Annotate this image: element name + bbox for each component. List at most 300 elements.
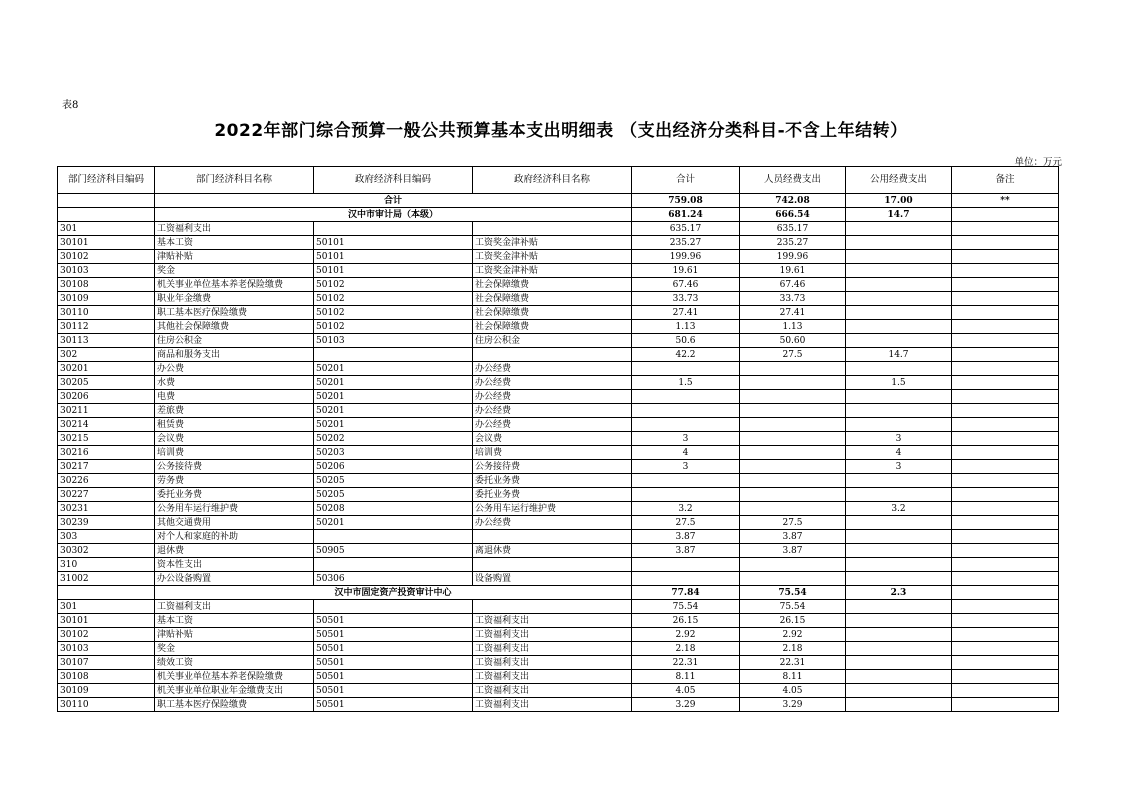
table-body — [58, 194, 1059, 712]
personnel-amount-cell: 4.05 — [740, 684, 846, 698]
dept-code-cell: 30103 — [58, 264, 155, 278]
gov-code-cell: 50102 — [314, 306, 473, 320]
personnel-amount-cell: 3.87 — [740, 530, 846, 544]
section-row — [58, 586, 1059, 600]
table-row — [58, 460, 1059, 474]
table-row — [58, 614, 1059, 628]
remark-cell — [952, 404, 1059, 418]
dept-name-cell: 绩效工资 — [155, 656, 314, 670]
total-amount-cell — [632, 474, 740, 488]
gov-name-cell: 委托业务费 — [473, 474, 632, 488]
remark-cell — [952, 460, 1059, 474]
total-amount-cell: 26.15 — [632, 614, 740, 628]
table-row — [58, 572, 1059, 586]
personnel-amount-cell — [740, 558, 846, 572]
dept-code-cell: 30217 — [58, 460, 155, 474]
gov-code-cell — [314, 530, 473, 544]
public-amount-cell — [846, 362, 952, 376]
table-row — [58, 432, 1059, 446]
public-amount-cell — [846, 572, 952, 586]
personnel-amount-cell — [740, 460, 846, 474]
table-row — [58, 516, 1059, 530]
empty-cell — [58, 208, 155, 222]
dept-code-cell: 30108 — [58, 670, 155, 684]
total-amount-cell: 2.92 — [632, 628, 740, 642]
gov-name-cell: 办公经费 — [473, 418, 632, 432]
public-amount-cell — [846, 530, 952, 544]
remark-cell — [952, 488, 1059, 502]
gov-name-cell — [473, 558, 632, 572]
remark-cell — [952, 474, 1059, 488]
table-row — [58, 264, 1059, 278]
dept-code-cell: 30214 — [58, 418, 155, 432]
gov-code-cell — [314, 558, 473, 572]
gov-code-cell: 50501 — [314, 698, 473, 712]
unit-label: 单位：万元 — [1014, 157, 1062, 168]
dept-name-cell: 公务接待费 — [155, 460, 314, 474]
table-row — [58, 236, 1059, 250]
gov-code-cell: 50501 — [314, 642, 473, 656]
public-amount-cell: 4 — [846, 446, 952, 460]
dept-code-cell: 30205 — [58, 376, 155, 390]
dept-name-cell: 基本工资 — [155, 236, 314, 250]
public-amount-cell: 3 — [846, 432, 952, 446]
table-row — [58, 474, 1059, 488]
total-amount-cell: 3.29 — [632, 698, 740, 712]
personnel-amount-cell — [740, 432, 846, 446]
public-amount-cell — [846, 264, 952, 278]
personnel-amount-cell: 2.92 — [740, 628, 846, 642]
total-amount-cell: 27.41 — [632, 306, 740, 320]
table-row — [58, 642, 1059, 656]
personnel-amount-cell: 27.5 — [740, 348, 846, 362]
dept-code-cell: 30102 — [58, 250, 155, 264]
gov-name-cell: 社会保障缴费 — [473, 278, 632, 292]
remark-cell — [952, 264, 1059, 278]
total-amount-cell: 27.5 — [632, 516, 740, 530]
remark-cell — [952, 642, 1059, 656]
gov-name-cell: 工资福利支出 — [473, 614, 632, 628]
remark-cell — [952, 614, 1059, 628]
dept-code-cell: 310 — [58, 558, 155, 572]
remark-cell — [952, 670, 1059, 684]
table-row — [58, 418, 1059, 432]
remark-cell — [952, 502, 1059, 516]
total-amount-cell — [632, 418, 740, 432]
personnel-amount-cell: 27.5 — [740, 516, 846, 530]
dept-code-cell: 30206 — [58, 390, 155, 404]
dept-name-cell: 奖金 — [155, 642, 314, 656]
gov-code-cell: 50202 — [314, 432, 473, 446]
personnel-amount-cell — [740, 474, 846, 488]
dept-name-cell: 差旅费 — [155, 404, 314, 418]
dept-name-cell: 职业年金缴费 — [155, 292, 314, 306]
total-amount-cell — [632, 390, 740, 404]
remark-cell — [952, 320, 1059, 334]
gov-name-cell: 公务接待费 — [473, 460, 632, 474]
gov-code-cell: 50206 — [314, 460, 473, 474]
remark-cell — [952, 656, 1059, 670]
personnel-amount-cell — [740, 446, 846, 460]
remark-cell — [952, 586, 1059, 600]
public-amount-cell — [846, 306, 952, 320]
public-amount-cell — [846, 250, 952, 264]
empty-cell — [58, 586, 155, 600]
dept-code-cell: 30101 — [58, 614, 155, 628]
document-title: 2022年部门综合预算一般公共预算基本支出明细表 （支出经济分类科目-不含上年结转） — [214, 121, 908, 141]
gov-name-cell: 委托业务费 — [473, 488, 632, 502]
gov-name-cell: 工资福利支出 — [473, 656, 632, 670]
remark-cell — [952, 348, 1059, 362]
public-amount-cell — [846, 390, 952, 404]
dept-code-cell: 30216 — [58, 446, 155, 460]
table-row — [58, 684, 1059, 698]
public-amount-cell: 17.00 — [846, 194, 952, 208]
table-row — [58, 390, 1059, 404]
dept-name-cell: 职工基本医疗保险缴费 — [155, 306, 314, 320]
dept-name-cell: 津贴补贴 — [155, 628, 314, 642]
gov-name-cell: 公务用车运行维护费 — [473, 502, 632, 516]
gov-name-cell — [473, 222, 632, 236]
gov-name-cell — [473, 600, 632, 614]
personnel-amount-cell: 75.54 — [740, 586, 846, 600]
total-amount-cell: 42.2 — [632, 348, 740, 362]
total-amount-cell — [632, 488, 740, 502]
remark-cell — [952, 278, 1059, 292]
gov-name-cell: 住房公积金 — [473, 334, 632, 348]
personnel-amount-cell: 8.11 — [740, 670, 846, 684]
remark-cell — [952, 572, 1059, 586]
total-amount-cell: 67.46 — [632, 278, 740, 292]
dept-name-cell: 会议费 — [155, 432, 314, 446]
gov-name-cell — [473, 530, 632, 544]
table-number-tag: 表8 — [62, 100, 79, 111]
dept-code-cell: 30231 — [58, 502, 155, 516]
dept-code-cell: 30211 — [58, 404, 155, 418]
public-amount-cell — [846, 698, 952, 712]
public-amount-cell — [846, 236, 952, 250]
dept-code-cell: 30112 — [58, 320, 155, 334]
dept-code-cell: 30227 — [58, 488, 155, 502]
gov-code-cell: 50201 — [314, 362, 473, 376]
gov-code-cell — [314, 222, 473, 236]
dept-code-cell: 30201 — [58, 362, 155, 376]
dept-name-cell: 电费 — [155, 390, 314, 404]
dept-name-cell: 劳务费 — [155, 474, 314, 488]
gov-code-cell: 50205 — [314, 488, 473, 502]
remark-cell: ** — [952, 194, 1059, 208]
header-cell: 部门经济科目编码 — [58, 167, 155, 194]
personnel-amount-cell: 26.15 — [740, 614, 846, 628]
remark-cell — [952, 628, 1059, 642]
gov-code-cell: 50201 — [314, 390, 473, 404]
table-row — [58, 320, 1059, 334]
dept-code-cell: 30302 — [58, 544, 155, 558]
dept-name-cell: 对个人和家庭的补助 — [155, 530, 314, 544]
dept-name-cell: 机关事业单位基本养老保险缴费 — [155, 670, 314, 684]
total-amount-cell: 3.87 — [632, 530, 740, 544]
public-amount-cell: 3 — [846, 460, 952, 474]
public-amount-cell — [846, 544, 952, 558]
table-row — [58, 306, 1059, 320]
remark-cell — [952, 250, 1059, 264]
dept-code-cell: 30215 — [58, 432, 155, 446]
public-amount-cell — [846, 404, 952, 418]
public-amount-cell: 3.2 — [846, 502, 952, 516]
table-row — [58, 446, 1059, 460]
gov-code-cell — [314, 600, 473, 614]
personnel-amount-cell — [740, 362, 846, 376]
total-amount-cell — [632, 362, 740, 376]
remark-cell — [952, 544, 1059, 558]
personnel-amount-cell: 666.54 — [740, 208, 846, 222]
header-cell: 部门经济科目名称 — [155, 167, 314, 194]
personnel-amount-cell: 19.61 — [740, 264, 846, 278]
dept-name-cell: 津贴补贴 — [155, 250, 314, 264]
dept-name-cell: 办公设备购置 — [155, 572, 314, 586]
dept-name-cell: 基本工资 — [155, 614, 314, 628]
dept-code-cell: 30109 — [58, 684, 155, 698]
dept-name-cell: 商品和服务支出 — [155, 348, 314, 362]
gov-name-cell: 离退休费 — [473, 544, 632, 558]
total-amount-cell: 3 — [632, 460, 740, 474]
dept-code-cell: 30109 — [58, 292, 155, 306]
remark-cell — [952, 334, 1059, 348]
gov-code-cell: 50102 — [314, 320, 473, 334]
public-amount-cell: 14.7 — [846, 208, 952, 222]
total-amount-cell: 4.05 — [632, 684, 740, 698]
dept-name-cell: 水费 — [155, 376, 314, 390]
section-label: 汉中市审计局（本级） — [155, 208, 632, 222]
total-amount-cell — [632, 558, 740, 572]
gov-name-cell: 社会保障缴费 — [473, 320, 632, 334]
gov-code-cell: 50201 — [314, 516, 473, 530]
public-amount-cell — [846, 614, 952, 628]
gov-name-cell: 会议费 — [473, 432, 632, 446]
table-row — [58, 656, 1059, 670]
dept-code-cell: 30101 — [58, 236, 155, 250]
public-amount-cell — [846, 474, 952, 488]
personnel-amount-cell: 27.41 — [740, 306, 846, 320]
dept-name-cell: 工资福利支出 — [155, 222, 314, 236]
total-label: 合计 — [155, 194, 632, 208]
gov-name-cell: 办公经费 — [473, 362, 632, 376]
dept-name-cell: 委托业务费 — [155, 488, 314, 502]
total-amount-cell — [632, 404, 740, 418]
gov-code-cell: 50501 — [314, 614, 473, 628]
personnel-amount-cell: 22.31 — [740, 656, 846, 670]
total-amount-cell: 3 — [632, 432, 740, 446]
remark-cell — [952, 516, 1059, 530]
total-amount-cell: 2.18 — [632, 642, 740, 656]
table-row — [58, 502, 1059, 516]
personnel-amount-cell — [740, 502, 846, 516]
gov-code-cell: 50501 — [314, 684, 473, 698]
gov-code-cell: 50103 — [314, 334, 473, 348]
personnel-amount-cell: 1.13 — [740, 320, 846, 334]
dept-name-cell: 住房公积金 — [155, 334, 314, 348]
header-cell: 合计 — [632, 167, 740, 194]
total-row — [58, 194, 1059, 208]
dept-name-cell: 租赁费 — [155, 418, 314, 432]
dept-code-cell: 30102 — [58, 628, 155, 642]
total-amount-cell: 22.31 — [632, 656, 740, 670]
remark-cell — [952, 236, 1059, 250]
public-amount-cell — [846, 278, 952, 292]
gov-code-cell: 50205 — [314, 474, 473, 488]
total-amount-cell: 759.08 — [632, 194, 740, 208]
public-amount-cell: 14.7 — [846, 348, 952, 362]
dept-name-cell: 其他社会保障缴费 — [155, 320, 314, 334]
gov-name-cell: 工资奖金津补贴 — [473, 236, 632, 250]
remark-cell — [952, 432, 1059, 446]
personnel-amount-cell — [740, 488, 846, 502]
personnel-amount-cell: 742.08 — [740, 194, 846, 208]
total-amount-cell: 77.84 — [632, 586, 740, 600]
gov-code-cell: 50101 — [314, 236, 473, 250]
remark-cell — [952, 446, 1059, 460]
table-row — [58, 292, 1059, 306]
dept-name-cell: 机关事业单位职业年金缴费支出 — [155, 684, 314, 698]
dept-code-cell: 30110 — [58, 698, 155, 712]
dept-code-cell: 301 — [58, 222, 155, 236]
gov-code-cell: 50501 — [314, 656, 473, 670]
gov-name-cell: 办公经费 — [473, 376, 632, 390]
public-amount-cell — [846, 670, 952, 684]
personnel-amount-cell: 2.18 — [740, 642, 846, 656]
total-amount-cell: 3.2 — [632, 502, 740, 516]
dept-name-cell: 退休费 — [155, 544, 314, 558]
dept-code-cell: 303 — [58, 530, 155, 544]
gov-code-cell: 50102 — [314, 278, 473, 292]
dept-code-cell: 302 — [58, 348, 155, 362]
personnel-amount-cell — [740, 404, 846, 418]
gov-name-cell: 社会保障缴费 — [473, 292, 632, 306]
gov-name-cell: 工资福利支出 — [473, 670, 632, 684]
public-amount-cell — [846, 488, 952, 502]
public-amount-cell: 2.3 — [846, 586, 952, 600]
table-row — [58, 628, 1059, 642]
total-amount-cell — [632, 572, 740, 586]
total-amount-cell: 75.54 — [632, 600, 740, 614]
gov-code-cell: 50101 — [314, 250, 473, 264]
gov-code-cell: 50201 — [314, 404, 473, 418]
personnel-amount-cell: 75.54 — [740, 600, 846, 614]
remark-cell — [952, 306, 1059, 320]
gov-name-cell — [473, 348, 632, 362]
public-amount-cell — [846, 516, 952, 530]
personnel-amount-cell: 3.29 — [740, 698, 846, 712]
gov-code-cell — [314, 348, 473, 362]
section-label: 汉中市固定资产投资审计中心 — [155, 586, 632, 600]
gov-code-cell: 50208 — [314, 502, 473, 516]
gov-code-cell: 50102 — [314, 292, 473, 306]
personnel-amount-cell — [740, 390, 846, 404]
gov-name-cell: 办公经费 — [473, 516, 632, 530]
gov-code-cell: 50201 — [314, 376, 473, 390]
dept-name-cell: 资本性支出 — [155, 558, 314, 572]
remark-cell — [952, 222, 1059, 236]
table-row — [58, 404, 1059, 418]
remark-cell — [952, 600, 1059, 614]
personnel-amount-cell: 3.87 — [740, 544, 846, 558]
total-amount-cell: 33.73 — [632, 292, 740, 306]
gov-code-cell: 50905 — [314, 544, 473, 558]
table-row — [58, 488, 1059, 502]
remark-cell — [952, 362, 1059, 376]
remark-cell — [952, 530, 1059, 544]
public-amount-cell — [846, 600, 952, 614]
public-amount-cell: 1.5 — [846, 376, 952, 390]
remark-cell — [952, 684, 1059, 698]
gov-name-cell: 培训费 — [473, 446, 632, 460]
public-amount-cell — [846, 628, 952, 642]
public-amount-cell — [846, 292, 952, 306]
remark-cell — [952, 698, 1059, 712]
dept-code-cell: 31002 — [58, 572, 155, 586]
table-row — [58, 278, 1059, 292]
total-amount-cell: 235.27 — [632, 236, 740, 250]
public-amount-cell — [846, 642, 952, 656]
dept-name-cell: 机关事业单位基本养老保险缴费 — [155, 278, 314, 292]
total-amount-cell: 50.6 — [632, 334, 740, 348]
dept-name-cell: 办公费 — [155, 362, 314, 376]
gov-name-cell: 工资福利支出 — [473, 642, 632, 656]
table-row — [58, 530, 1059, 544]
gov-name-cell: 设备购置 — [473, 572, 632, 586]
budget-table — [57, 166, 1059, 712]
dept-name-cell: 其他交通费用 — [155, 516, 314, 530]
gov-name-cell: 社会保障缴费 — [473, 306, 632, 320]
gov-name-cell: 工资福利支出 — [473, 698, 632, 712]
gov-name-cell: 办公经费 — [473, 404, 632, 418]
dept-code-cell: 30113 — [58, 334, 155, 348]
table-row — [58, 348, 1059, 362]
remark-cell — [952, 418, 1059, 432]
dept-code-cell: 30103 — [58, 642, 155, 656]
dept-name-cell: 公务用车运行维护费 — [155, 502, 314, 516]
remark-cell — [952, 390, 1059, 404]
table-row — [58, 334, 1059, 348]
gov-name-cell: 工资奖金津补贴 — [473, 264, 632, 278]
remark-cell — [952, 208, 1059, 222]
gov-code-cell: 50101 — [314, 264, 473, 278]
dept-code-cell: 30226 — [58, 474, 155, 488]
empty-cell — [58, 194, 155, 208]
total-amount-cell: 1.13 — [632, 320, 740, 334]
table-header-row — [58, 167, 1059, 194]
total-amount-cell: 199.96 — [632, 250, 740, 264]
remark-cell — [952, 376, 1059, 390]
gov-code-cell: 50501 — [314, 628, 473, 642]
table-row — [58, 670, 1059, 684]
personnel-amount-cell — [740, 418, 846, 432]
dept-name-cell: 工资福利支出 — [155, 600, 314, 614]
public-amount-cell — [846, 684, 952, 698]
public-amount-cell — [846, 334, 952, 348]
remark-cell — [952, 558, 1059, 572]
gov-name-cell: 工资福利支出 — [473, 628, 632, 642]
table-row — [58, 362, 1059, 376]
table-row — [58, 250, 1059, 264]
public-amount-cell — [846, 418, 952, 432]
table-row — [58, 222, 1059, 236]
gov-code-cell: 50306 — [314, 572, 473, 586]
personnel-amount-cell — [740, 376, 846, 390]
dept-code-cell: 30107 — [58, 656, 155, 670]
header-cell: 人员经费支出 — [740, 167, 846, 194]
table-row — [58, 558, 1059, 572]
